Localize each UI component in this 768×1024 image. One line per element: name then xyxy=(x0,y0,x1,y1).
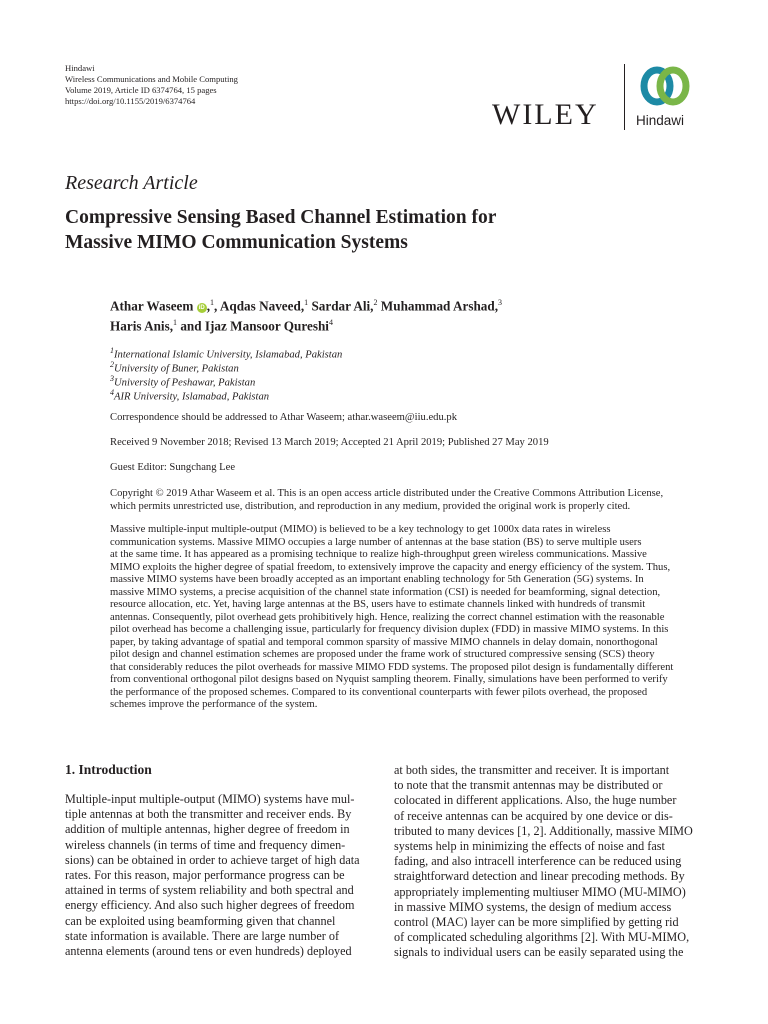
wiley-logo: WILEY xyxy=(492,98,599,131)
header-journal: Wireless Communications and Mobile Computing xyxy=(65,74,238,84)
body-line: to note that the transmit antennas may be distributed or xyxy=(394,778,663,793)
title-line-2: Massive MIMO Communication Systems xyxy=(65,232,408,253)
hindawi-logo-text: Hindawi xyxy=(636,113,685,128)
body-line: control (MAC) layer can be more simplified by getting rid xyxy=(394,915,679,930)
abstract-line: pilot design and channel estimation schemes are proposed under the frame work of structured compressive sensing (SCS) theory xyxy=(110,649,655,660)
body-line: straightforward detection and linear precoding methods. By xyxy=(394,869,685,884)
author-name: Haris Anis, xyxy=(110,318,174,334)
abstract-line: resource allocation, etc. Yet, having large antennas at the BS, users have to estimate channels linked with hundreds of transmit xyxy=(110,599,646,610)
author-separator: , xyxy=(206,298,210,314)
copyright-line-1: Copyright © 2019 Athar Waseem et al. This is an open access article distributed under the Creative Commons Attribution License, xyxy=(110,488,664,499)
hindawi-logo-icon xyxy=(637,64,693,110)
body-line: antenna elements (around tens or even hundreds) deployed xyxy=(65,944,352,959)
header-publisher: Hindawi xyxy=(65,63,95,73)
author-name: Sardar Ali, xyxy=(308,298,374,314)
body-line: signals to individual users can be easily separated using the xyxy=(394,945,684,960)
article-type: Research Article xyxy=(65,172,198,194)
body-line: tiple antennas at both the transmitter and receiver ends. By xyxy=(65,807,352,822)
copyright-line-2: which permits unrestricted use, distribution, and reproduction in any medium, provided the original work is properly cited. xyxy=(110,501,631,512)
abstract-line: paper, by taking advantage of spatial and temporal common sparsity of massive MIMO channels in delay domain, nonorthogonal xyxy=(110,636,658,648)
publication-dates: Received 9 November 2018; Revised 13 March 2019; Accepted 21 April 2019; Published 27 May 2019 xyxy=(110,437,549,448)
body-line: wireless channels (in terms of time and frequency dimen- xyxy=(65,837,346,852)
authors-line-2 xyxy=(110,313,710,335)
body-line: sions) can be obtained in order to achieve target of high data xyxy=(65,852,360,867)
section-title: 1. Introduction xyxy=(65,762,152,777)
body-line: in massive MIMO systems, the design of medium access xyxy=(394,899,672,914)
abstract-line: massive MIMO systems, a precise acquisition of the channel state information (CSI) is needed for beamforming, signal detection, xyxy=(110,586,661,598)
body-line: rates. For this reason, major performance progress can be xyxy=(65,868,345,883)
affiliation-4 xyxy=(110,386,269,405)
body-line: tributed to many devices [1, 2]. Additionally, massive MIMO xyxy=(394,823,693,838)
body-line: Multiple-input multiple-output (MIMO) systems have mul- xyxy=(65,792,355,806)
orcid-icon[interactable]: iD xyxy=(198,305,205,312)
abstract-line: communication systems. Massive MIMO occupies a large number of antennas at the base station (BS) to serve multiple users xyxy=(110,536,642,548)
author-affil-sup: 1 xyxy=(304,298,309,307)
header-volume: Volume 2019, Article ID 6374764, 15 pages xyxy=(65,85,217,95)
affil-text: International Islamic University, Islamabad, Pakistan xyxy=(114,349,343,361)
abstract xyxy=(110,524,702,712)
right-column xyxy=(394,763,702,961)
body-line: attained in terms of system reliability and both spectral and xyxy=(65,883,354,898)
body-line: systems help in minimizing the effects of noise and fast xyxy=(394,839,665,854)
author-affil-sup: 2 xyxy=(373,298,378,307)
affil-sup: 2 xyxy=(110,360,114,369)
body-line: appropriately implementing multiuser MIMO (MU-MIMO) xyxy=(394,884,686,899)
author-affil-sup: 1 xyxy=(210,298,214,307)
affil-sup: 4 xyxy=(110,388,114,397)
header-doi[interactable]: https://doi.org/10.1155/2019/6374764 xyxy=(65,96,196,106)
body-line: of complicated scheduling algorithms [2]. With MU-MIMO, xyxy=(394,930,690,945)
author-name: , Aqdas Naveed, xyxy=(214,298,305,314)
body-line: state information is available. There are large number of xyxy=(65,928,339,943)
abstract-line: antennas. Consequently, pilot overhead gets prohibitively high. Hence, realizing the correct channel estimation with the reasonable xyxy=(110,611,665,623)
body-line: can be exploited using beamforming given that channel xyxy=(65,913,336,928)
abstract-line: pilot overhead has become a challenging issue, particularly for frequency division duplex (FDD) in massive MIMO systems. In this xyxy=(110,624,669,635)
abstract-line: MIMO exploits the higher degree of spatial freedom, to extensively improve the capacity and energy efficiency of the system. Thus, xyxy=(110,561,671,573)
affil-text: University of Peshawar, Pakistan xyxy=(114,377,256,389)
abstract-line: that considerably reduces the pilot overheads for massive MIMO FDD systems. The proposed pilot design is fundamentally different xyxy=(110,661,674,673)
body-line: addition of multiple antennas, higher degree of freedom in xyxy=(65,822,350,837)
author-affil-sup: 3 xyxy=(498,298,503,307)
affil-text: AIR University, Islamabad, Pakistan xyxy=(114,391,270,403)
body-line: fading, and also intracell interference can be reduced using xyxy=(394,854,682,869)
affil-sup: 1 xyxy=(110,346,114,355)
abstract-line: from conventional orthogonal pilot designs based on Nyquist sampling theorem. Finally, simulations have been performed to verify xyxy=(110,674,668,685)
abstract-line: Massive multiple-input multiple-output (MIMO) is believed to be a key technology to get 1000x data rates in wireless xyxy=(110,524,611,535)
body-line: at both sides, the transmitter and receiver. It is important xyxy=(394,763,670,777)
abstract-line: schemes improve the performance of the system. xyxy=(110,699,318,710)
body-line: colocated in different applications. Also, the huge number xyxy=(394,793,677,808)
logo-divider xyxy=(624,64,625,130)
author-name: Muhammad Arshad, xyxy=(377,298,499,314)
left-column xyxy=(65,792,373,959)
author-name: and Ijaz Mansoor Qureshi xyxy=(177,318,329,334)
affil-sup: 3 xyxy=(110,374,114,383)
author-affil-sup: 4 xyxy=(328,318,333,327)
title-line-1: Compressive Sensing Based Channel Estimation for xyxy=(65,207,497,228)
body-line: energy efficiency. And also such higher degrees of freedom xyxy=(65,898,355,913)
correspondence: Correspondence should be addressed to Athar Waseem; athar.waseem@iiu.edu.pk xyxy=(110,412,458,423)
affil-text: University of Buner, Pakistan xyxy=(114,363,239,375)
abstract-line: at the same time. It has appeared as a promising technique to realize high-throughput green wireless communications. Massive xyxy=(110,549,647,560)
guest-editor: Guest Editor: Sungchang Lee xyxy=(110,462,236,473)
abstract-line: the performance of the proposed schemes. Compared to its conventional counterparts with fewer pilots overhead, the proposed xyxy=(110,686,648,698)
body-line: of receive antennas can be acquired by one device or dis- xyxy=(394,808,673,823)
author-affil-sup: 1 xyxy=(173,318,178,327)
abstract-line: massive MIMO systems have been broadly accepted as an important enabling technology for 5th Generation (5G) systems. In xyxy=(110,574,644,585)
author-name: Athar Waseem xyxy=(110,298,194,314)
